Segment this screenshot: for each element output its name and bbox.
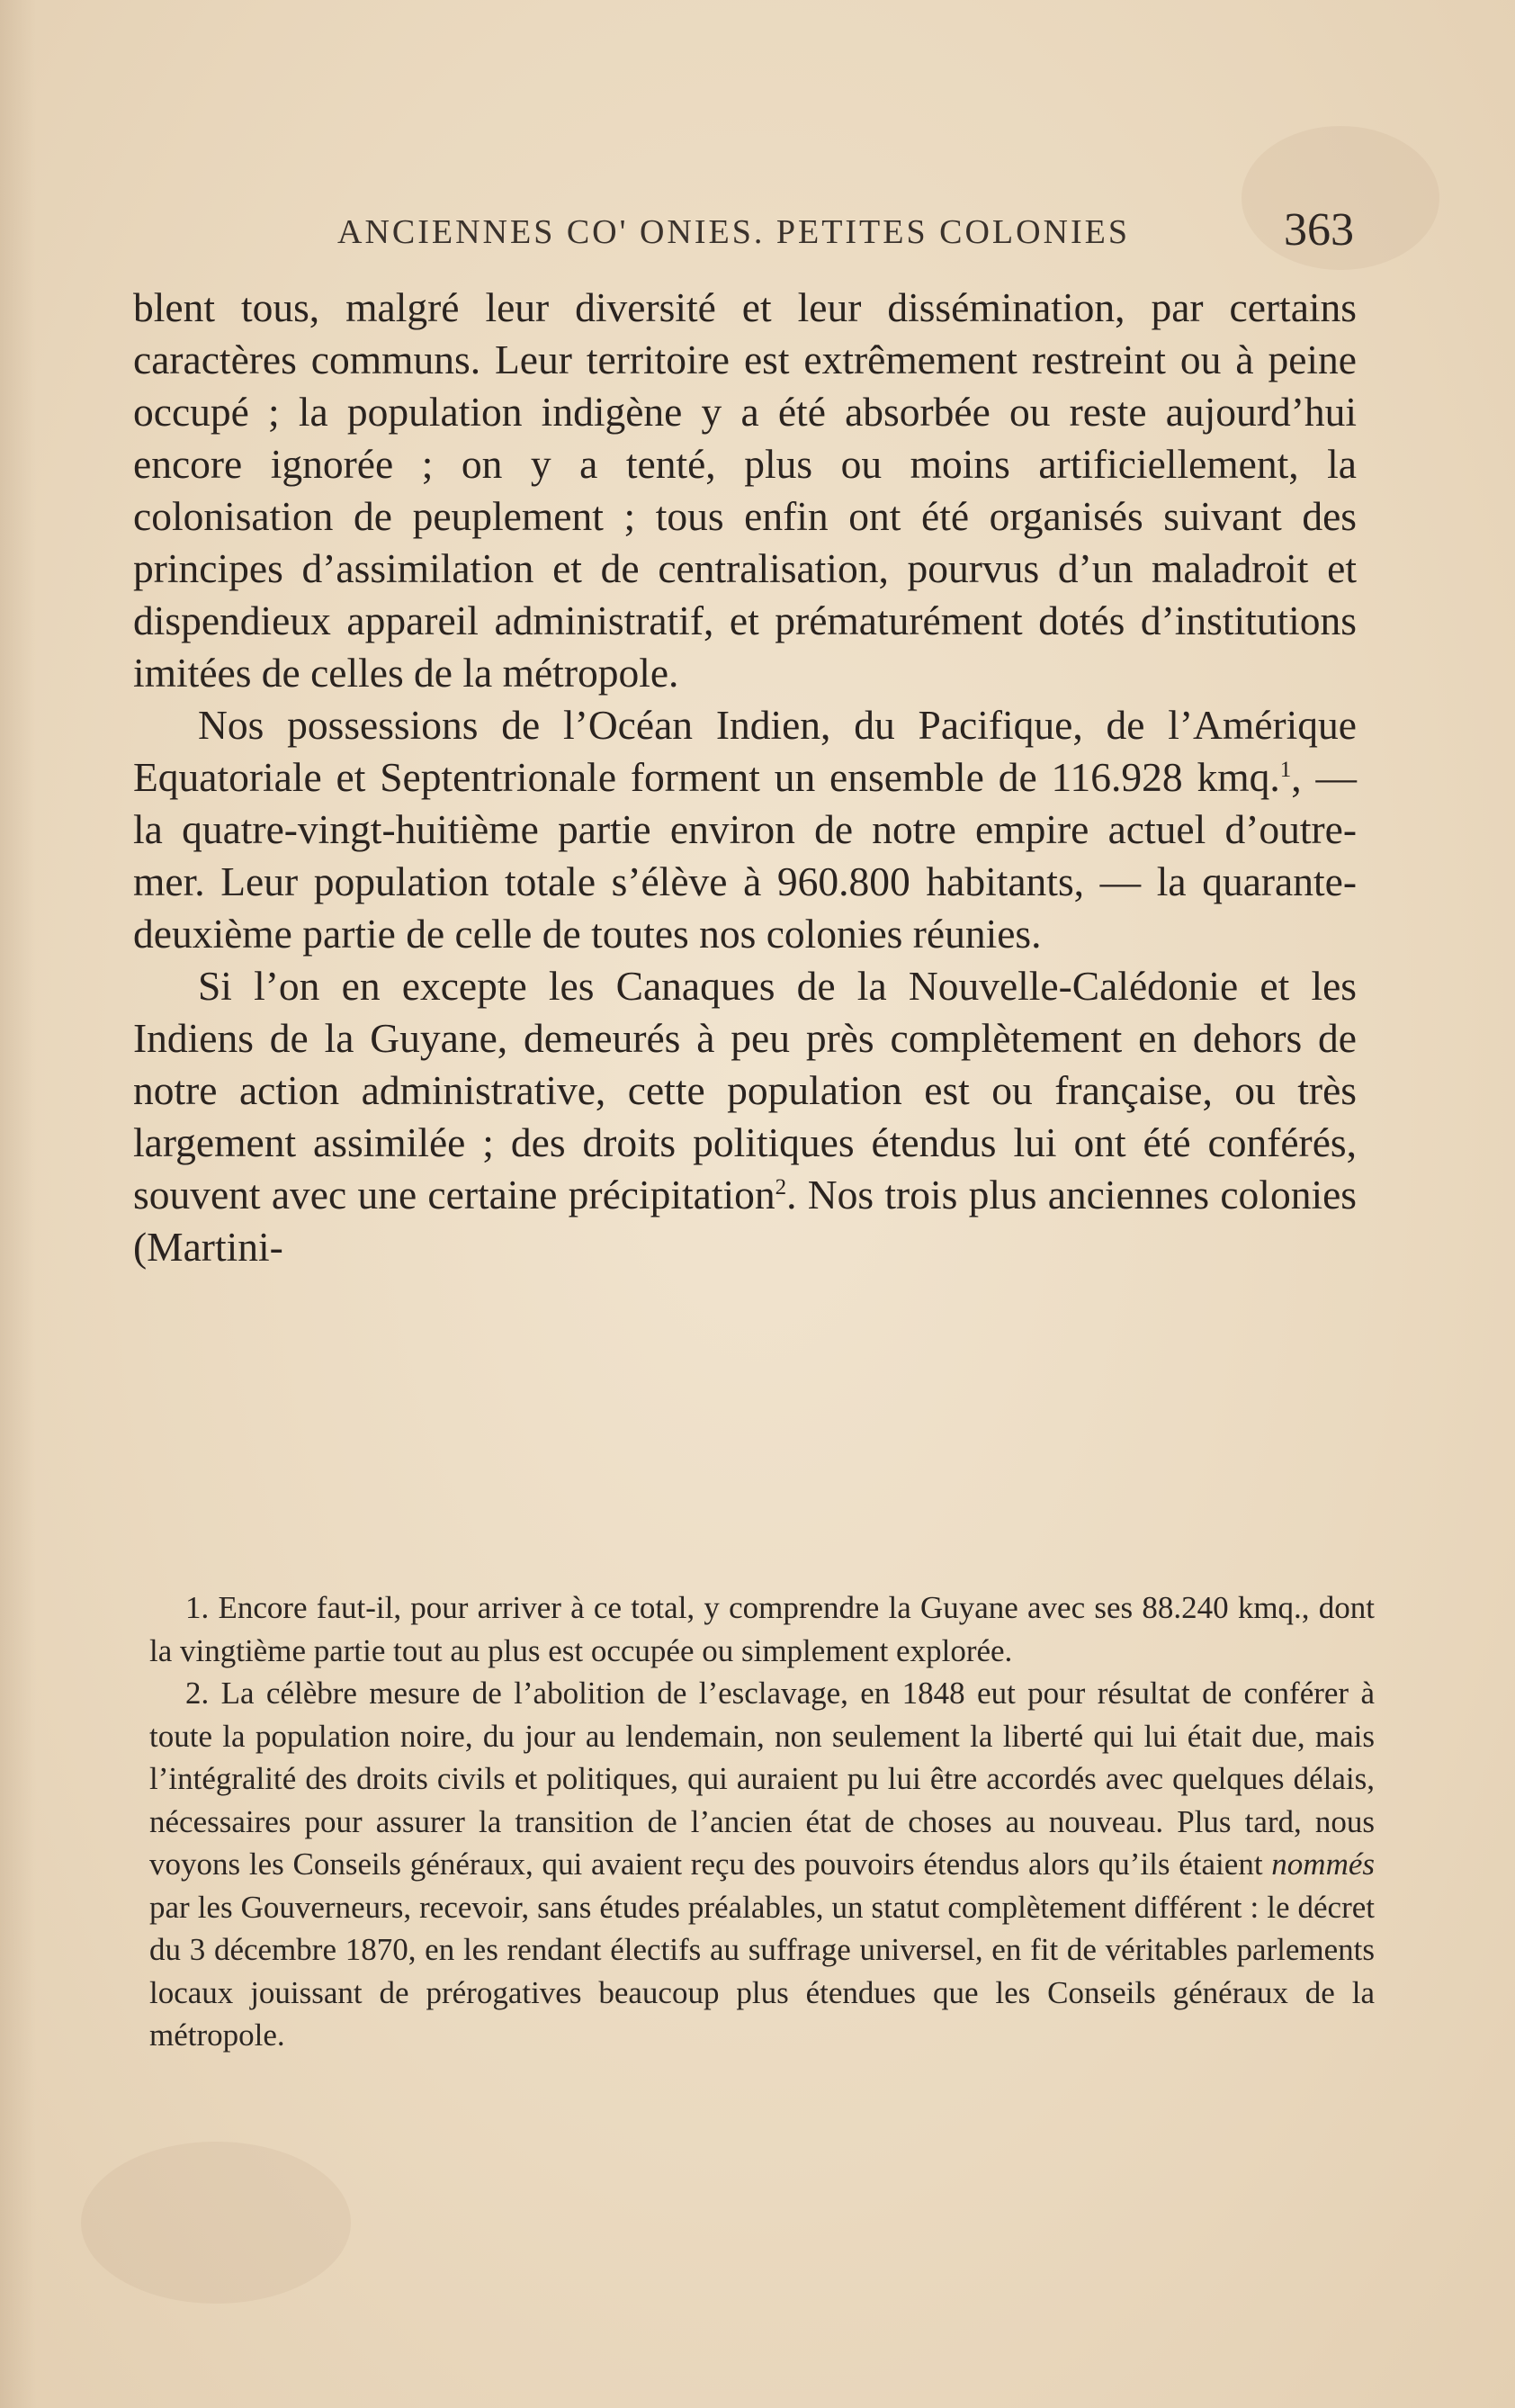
footnote-ref-2: 2 (775, 1174, 787, 1200)
paragraph-3-rest: . Nos trois plus anciennes colonies (Martini- (133, 1172, 1357, 1270)
footnote-1: 1. Encore faut-il, pour arriver à ce total, y comprendre la Guyane avec ses 88.240 kmq., dont la vingtième partie tout au plus est occupée ou simplement explorée. (149, 1590, 1375, 1668)
page-number: 363 (1284, 204, 1354, 256)
running-title: ANCIENNES CO' ONIES. PETITES COLONIES (337, 213, 1131, 251)
footnote-2-text-b: par les Gouverneurs, recevoir, sans études préalables, un statut complètement différent : le décret du 3 décembre 1870, en les rendant électifs au suffrage universel, en fit de véritables parlements locaux jouissant de prérogatives beaucoup plus étendues que les Conseils généraux de la métropole. (149, 1889, 1375, 2053)
footnote-ref-1: 1 (1279, 757, 1292, 782)
footnote-2-text-a: 2. La célèbre mesure de l’abolition de l’esclavage, en 1848 eut pour résultat de conférer à toute la population noire, du jour au lendemain, non seulement la liberté qui lui était due, mais l’intégralité des droits civils et politiques, qui auraient pu lui être accordés avec quelques délais, nécessaires pour assurer la transition de l’ancien état de choses au nouveau. Plus tard, nous voyons les Conseils généraux, qui avaient reçu des pouvoirs étendus alors qu’ils étaient (149, 1676, 1375, 1882)
paragraph-1: blent tous, malgré leur diversité et leur dissémination, par certains caractères communs. Leur territoire est extrêmement restreint ou à peine occupé ; la population indigène y a été absorbée ou reste aujourd’hui encore ignorée ; on y a tenté, plus ou moins artificiellement, la colonisation de peuplement ; tous enfin ont été organisés suivant des principes d’assimilation et de centralisation, pourvus d’un maladroit et dispendieux appareil administratif, et prématurément dotés d’institutions imitées de celles de la métropole. (133, 284, 1357, 696)
main-text (133, 282, 1357, 1273)
paragraph-3 (133, 960, 1357, 1273)
footnote-2 (149, 1672, 1375, 2057)
footnotes (149, 1586, 1375, 2057)
paragraph-2 (133, 699, 1357, 960)
paragraph-2-text: Nos possessions de l’Océan Indien, du Pacifique, de l’Amérique Equatoriale et Septentrionale forment un ensemble de 116.928 kmq. (133, 702, 1357, 800)
paragraph-3-text: Si l’on en excepte les Canaques de la Nouvelle-Calédonie et les Indiens de la Guyane, demeurés à peu près complètement en dehors de notre action administrative, cette population est ou française, ou très largement assimilée ; des droits politiques étendus lui ont été conférés, souvent avec une certaine précipitation (133, 963, 1357, 1217)
page-edge-shadow (0, 0, 36, 2408)
paper-stain (81, 2142, 351, 2304)
running-head (337, 203, 1354, 257)
paragraph-2-rest: , — la quatre-vingt-huitième partie environ de notre empire actuel d’outre-mer. Leur population totale s’élève à 960.800 habitants, — la quarante-deuxième partie de celle de toutes nos colonies réunies. (133, 754, 1357, 957)
footnote-2-emphasis: nommés (1271, 1846, 1376, 1882)
